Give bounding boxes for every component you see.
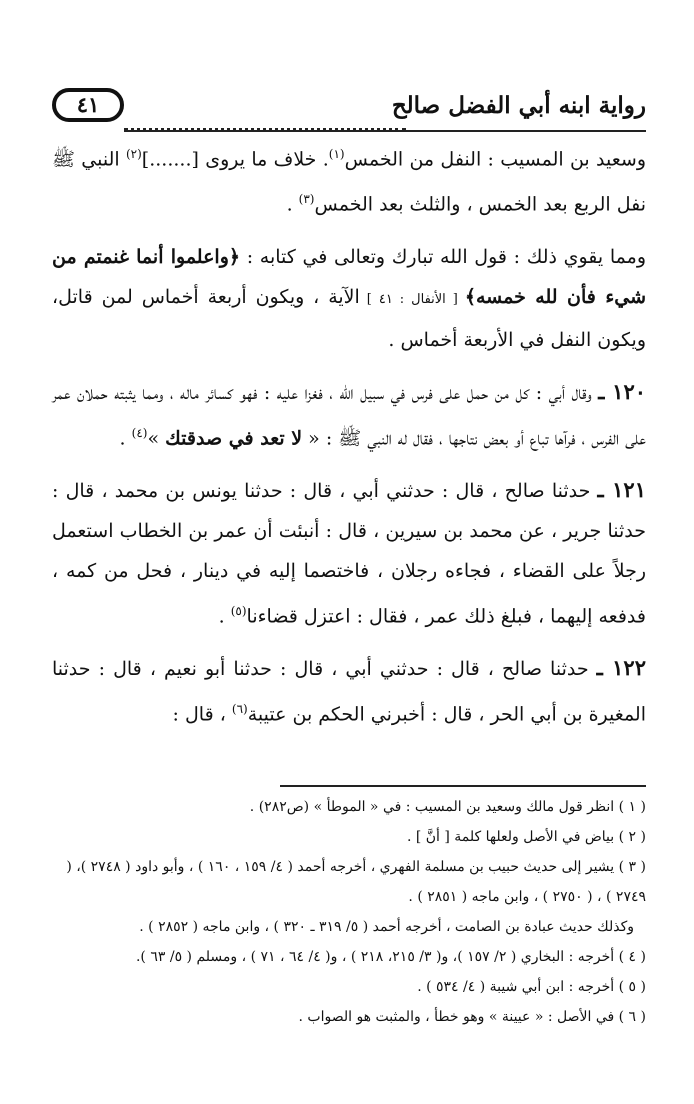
paragraph-quran-citation: ومما يقوي ذلك : قول الله تبارك وتعالى في كتابه : ﴿واعلموا أنما غنمتم من شيء فأن لله خمسه﴾ [ الأنفال : ٤١ ] الآية ، ويكون أربعة أخماس لمن قاتل، ويكون النفل في الأربعة أخماس . [52,245,647,351]
entry-122: ١٢٢ ـ حدثنا صالح ، قال : حدثني أبي ، قال : حدثنا أبو نعيم ، قال : حدثنا المغيرة بن أبي الحر ، قال : أخبرني الحكم بن عتيبة$^{(٦)}$ ، قال : [52,655,646,726]
footnote-ref-4: (٤) [131,425,148,440]
paragraph-continuation: وسعيد بن المسيب : النفل من الخمس$^{(١)}$. خلاف ما يروى [.......]$^{(٢)}$ النبي ﷺ نفل الربع بعد الخمس ، والثلث بعد الخمس$^{(٣)}$ . [52,147,647,216]
running-title: رواية ابنه أبي الفضل صالح [391,92,646,119]
footnote-5: ( ٥ ) أخرجه : ابن أبي شيبة ( ٤/ ٥٣٤ ) . [417,979,646,995]
hadith-quote: لا تعد في صدقتك [165,426,303,449]
footnote-3-continued: وكذلك حديث عبادة بن الصامت ، أخرجه أحمد ( ٥/ ٣١٩ ـ ٣٢٠ ) ، وابن ماجه ( ٢٨٥٢ ) . [139,919,634,935]
footnote-ref-1: (١) [328,147,345,161]
footnote-1: ( ١ ) انظر قول مالك وسعيد بن المسيب : في « الموطأ » (ص٢٨٢) . [249,799,646,815]
page-number-badge: ٤١ [52,88,124,122]
entry-number: ١٢٠ ـ [598,378,647,404]
footnote-ref-5: (٥) [230,603,247,618]
page-header [52,86,646,134]
entry-number: ١٢٢ ـ [596,655,646,681]
footnote-separator [280,785,646,787]
verse-reference: [ الأنفال : ٤١ ] [359,291,465,307]
entry-120: ١٢٠ ـ وقال أبي : كل من حمل على فرس في سبيل الله ، فغزا عليه : فهو كسائر ماله ، ومما يثبته حملان عمر على الفرس ، فرآها تباع أو بعض نتاجها ، فقال له النبي ﷺ : « لا تعد في صدقتك »$^{(٤)}$ . [52,378,647,449]
entry-121: ١٢١ ـ حدثنا صالح ، قال : حدثني أبي ، قال : حدثنا يونس بن محمد ، قال : حدثنا جرير ، عن محمد بن سيرين ، قال : أنبئت أن عمر بن الخطاب استعمل رجلاً على القضاء ، فجاءه رجلان ، فاختصما إليه في دينار ، فحل من كمه ، فدفعه إليهما ، فبلغ ذلك عمر ، فقال : اعتزل قضاءنا$^{(٥)}$ . [52,476,646,628]
quran-verse: ﴿واعلموا أنما غنمتم من شيء فأن لله خمسه﴾ [52,245,647,308]
footnote-ref-6: (٦) [231,702,248,717]
footnote-ref-3: (٣) [298,192,315,207]
footnote-2: ( ٢ ) بياض في الأصل ولعلها كلمة [ أنَّ ] . [406,829,646,845]
footnote-3: ( ٣ ) يشير إلى حديث حبيب بن مسلمة الفهري ، أخرجه أحمد ( ٤/ ١٥٩ ، ١٦٠ ) ، وأبو داود ( ٢٧٤٨ )، ( ٢٧٤٩ ) ، ( ٢٧٥٠ ) ، وابن ماجه ( ٢٨٥١ ) . [66,859,646,905]
footnote-4: ( ٤ ) أخرجه : البخاري ( ٢/ ١٥٧ )، و( ٣/ ٢١٥، ٢١٨ ) ، و( ٤/ ٦٤ ، ٧١ ) ، ومسلم ( ٥/ ٦٣ ). [135,949,646,965]
footnote-ref-2: (٢) [125,147,142,161]
footnote-6: ( ٦ ) في الأصل : « عيينة » وهو خطأ ، والمثبت هو الصواب . [298,1009,646,1025]
entry-number: ١٢١ ـ [597,476,646,502]
header-solid-rule [124,130,646,132]
footnotes [52,792,646,1032]
main-text [52,140,646,747]
